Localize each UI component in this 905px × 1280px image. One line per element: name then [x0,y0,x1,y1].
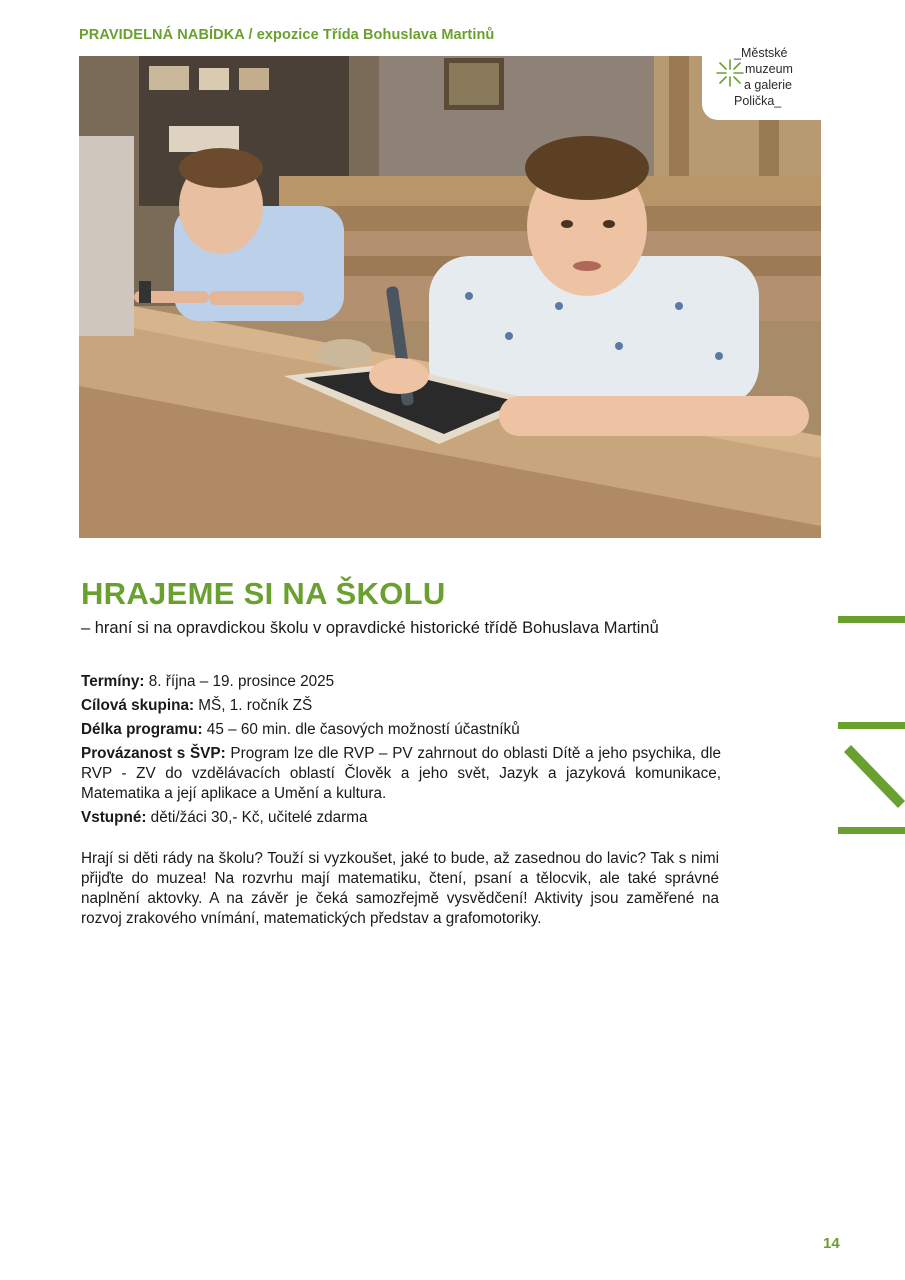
info-label: Termíny: [81,673,145,690]
info-target-group [81,696,721,716]
info-label: Cílová skupina: [81,697,195,714]
logo-line: a galerie [744,78,792,92]
program-description: Hrají si děti rády na školu? Touží si vyzkoušet, jaké to bude, až zasednou do lavic? Tak s nimi přijďte do muzea! Na rozvrhu mají matematiku, čtení, psaní a tělocvik, ale také správné naplnění aktovky. A na závěr je čeká samozřejmě vysvědčení! Aktivity jsou zaměřené na rozvoj zrakového vnímání, matematických představ a grafomotoriky. [81,850,719,927]
info-label: Vstupné: [81,809,147,826]
logo-line: muzeum [745,62,793,76]
info-value: 45 – 60 min. dle časových možností účastníků [202,721,520,738]
info-value: MŠ, 1. ročník ZŠ [194,697,313,714]
info-admission [81,808,721,828]
logo-text [734,45,793,109]
info-value: děti/žáci 30,- Kč, učitelé zdarma [146,809,368,826]
info-value: Program lze dle RVP – PV zahrnout do oblasti Dítě a jeho psychika, dle RVP - ZV do vzdělávacích oblastí Člověk a jeho svět, Jazyk a jazyková komunikace, Matematika a její aplikace a Umění a kultura. [81,745,722,802]
info-value: 8. října – 19. prosince 2025 [144,673,335,690]
info-curriculum [81,744,721,804]
museum-logo[interactable] [702,44,824,120]
logo-line: _Městské [734,46,788,60]
roman-numeral-decoration [838,612,905,843]
info-label: Délka programu: [81,721,203,738]
page-title: HRAJEME SI NA ŠKOLU [81,576,446,611]
info-dates [81,672,721,692]
info-duration [81,720,721,740]
page-subtitle: – hraní si na opravdickou školu v opravdické historické třídě Bohuslava Martinů [81,619,659,637]
page-number: 14 [823,1235,840,1252]
program-info [81,672,721,832]
logo-line: Polička_ [734,94,782,108]
info-label: Provázanost s ŠVP: [81,745,226,762]
photo-two-boys-school-desk [79,56,821,538]
section-header: PRAVIDELNÁ NABÍDKA / expozice Třída Bohuslava Martinů [79,27,495,43]
